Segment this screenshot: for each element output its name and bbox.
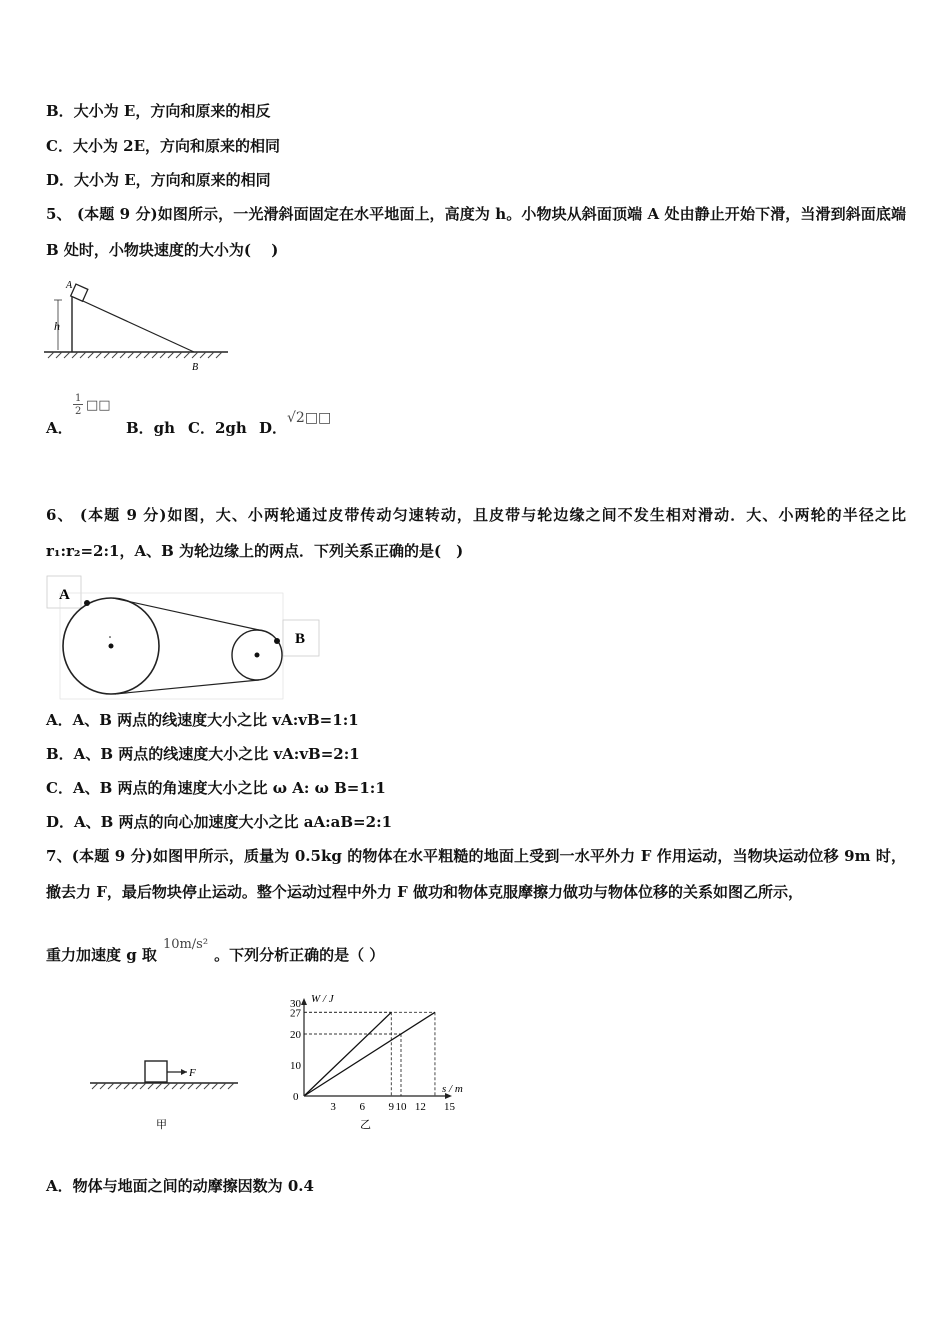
q6-point-a bbox=[84, 600, 90, 606]
q6-stem: 6、 (本题 9 分)如图，大、小两轮通过皮带传动匀速转动，且皮带与轮边缘之间不发生相对滑动．大、小两轮的半径之比 r₁:r₂=2:1，A、B 为轮边缘上的两点．下列关系正确的是( ) bbox=[46, 506, 906, 560]
q5-option-a-label: A． bbox=[46, 419, 73, 437]
chart-x-label: s / m bbox=[442, 1083, 463, 1095]
q7-yi-caption: 乙 bbox=[360, 1119, 371, 1131]
chart-series bbox=[304, 1012, 435, 1096]
q7-option-a: A．物体与地面之间的动摩擦因数为 0.4 bbox=[46, 1177, 314, 1195]
q6-label-a: A bbox=[59, 587, 70, 603]
q5-option-c: C．2gh bbox=[188, 419, 247, 437]
q7-gravity-math: 10m/s² bbox=[162, 937, 209, 952]
chart-y-tick-30: 30 bbox=[290, 998, 301, 1010]
chart-origin-label: 0 bbox=[293, 1091, 299, 1103]
chart-y-label: W / J bbox=[311, 993, 334, 1005]
q6-point-b bbox=[274, 638, 280, 644]
chart-y-tick-10: 10 bbox=[290, 1060, 301, 1072]
chart-x-tick-9: 9 bbox=[388, 1101, 395, 1113]
chart-x-tick-3: 3 bbox=[330, 1101, 336, 1113]
q7-figure-jia bbox=[88, 1050, 243, 1135]
q6-label-b: B bbox=[295, 631, 306, 647]
q5-label-a: A bbox=[66, 280, 73, 291]
chart-series-line-0 bbox=[304, 1012, 391, 1096]
q6-belt-figure bbox=[45, 575, 325, 700]
q4-option-b: B．大小为 E，方向和原来的相反 bbox=[46, 102, 271, 120]
q7-jia-caption: 甲 bbox=[156, 1119, 167, 1131]
q5-label-h: h bbox=[54, 319, 60, 333]
chart-x-tick-15: 15 bbox=[444, 1101, 455, 1113]
q7-work-displacement-chart bbox=[282, 988, 482, 1136]
chart-x-tick-6: 6 bbox=[359, 1101, 365, 1113]
q7-stem: 7、(本题 9 分)如图甲所示，质量为 0.5kg 的物体在水平粗糙的地面上受到一水平外力 F 作用运动，当物块运动位移 9m 时，撤去力 F，最后物块停止运动。整个运动过程中外力 F 做功和物体克服摩擦力做功与物体位移的关系如图乙所示， bbox=[46, 847, 906, 901]
q7-stem-line3: 重力加速度 g 取10m/s²。下列分析正确的是（ ） bbox=[46, 937, 385, 964]
chart-x-tick-12: 12 bbox=[414, 1101, 426, 1113]
chart-x-tick-10: 10 bbox=[395, 1101, 407, 1113]
chart-y-tick-20: 20 bbox=[290, 1029, 301, 1041]
q5-incline-figure bbox=[44, 278, 234, 374]
q6-option-a: A．A、B 两点的线速度大小之比 vA:vB=1:1 bbox=[46, 711, 359, 729]
q5-stem: 5、 (本题 9 分)如图所示，一光滑斜面固定在水平地面上，高度为 h。小物块从斜面顶端 A 处由静止开始下滑，当滑到斜面底端 B 处时，小物块速度的大小为( ) bbox=[46, 205, 906, 259]
chart-y-tick-27: 27 bbox=[290, 1007, 301, 1020]
q4-option-c: C．大小为 2E，方向和原来的相同 bbox=[46, 137, 281, 155]
q6-option-b: B．A、B 两点的线速度大小之比 vA:vB=2:1 bbox=[46, 745, 360, 763]
chart-series-line-1 bbox=[304, 1012, 435, 1096]
q6-option-d: D．A、B 两点的向心加速度大小之比 aA:aB=2:1 bbox=[46, 813, 393, 831]
q4-option-d: D．大小为 E，方向和原来的相同 bbox=[46, 171, 271, 189]
q5-option-d-label: D． bbox=[259, 419, 288, 437]
q5-label-b: B bbox=[192, 362, 199, 373]
q5-option-b: B．gh bbox=[126, 419, 176, 437]
q5-option-a-math: 1 2 □□ bbox=[75, 393, 111, 417]
q6-option-c: C．A、B 两点的角速度大小之比 ω A: ω B=1:1 bbox=[46, 779, 386, 797]
q7-force-label: F bbox=[189, 1067, 196, 1079]
q5-option-d-math: √2□□ bbox=[287, 410, 332, 426]
